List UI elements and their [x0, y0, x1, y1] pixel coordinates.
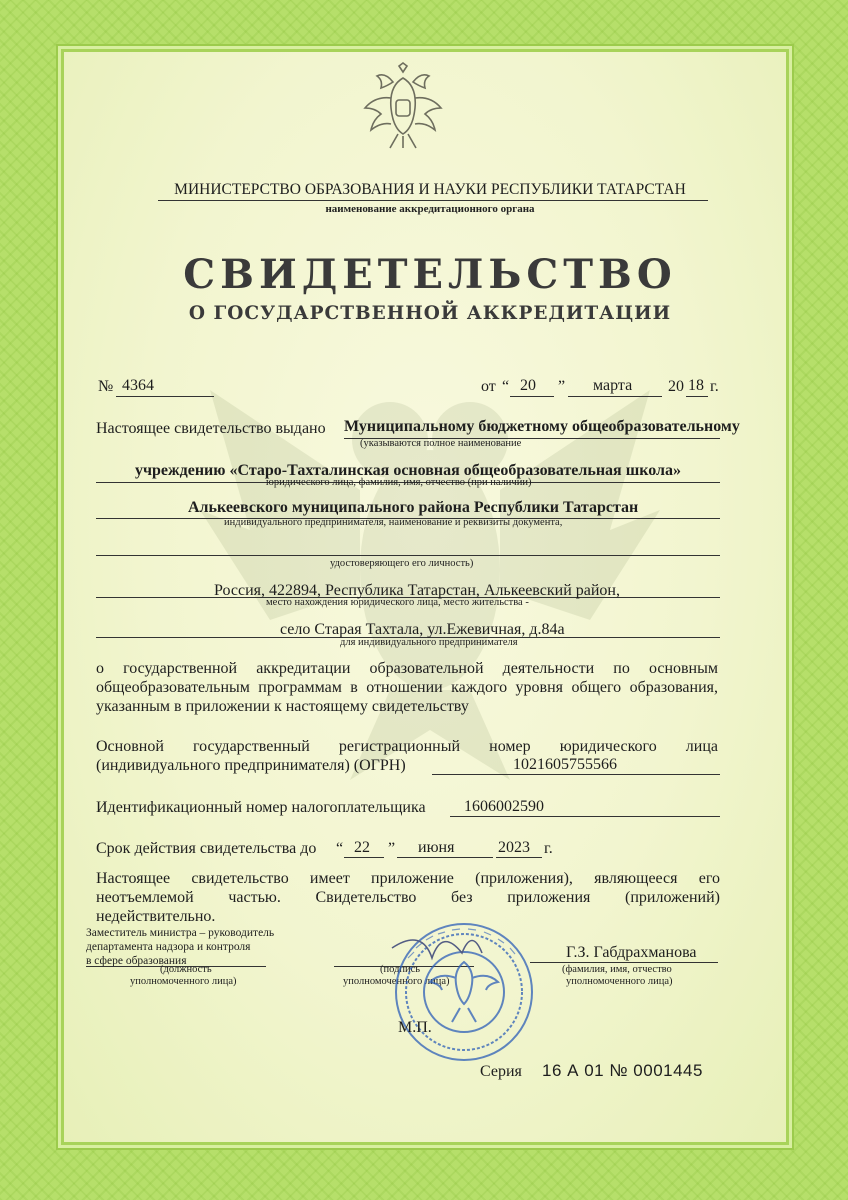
validity-label: Срок действия свидетельства до	[96, 840, 317, 857]
purpose-line-3: указанным в приложении к настоящему свидетельству	[96, 698, 469, 715]
double-headed-eagle-icon	[362, 62, 444, 152]
ogrn-label-line-1: Основной государственный регистрационный номер юридического лица	[96, 738, 718, 755]
address-line-2: село Старая Тахтала, ул.Ежевичная, д.84а	[280, 621, 565, 638]
date-close-quote: ”	[558, 378, 566, 395]
address-line-1: Россия, 422894, Республика Татарстан, Алькеевский район,	[214, 582, 620, 599]
recipient-caption-3: индивидуального предпринимателя, наименование и реквизиты документа,	[224, 517, 563, 528]
signatory-position-3: в сфере образования	[86, 955, 187, 967]
issuing-authority: МИНИСТЕРСТВО ОБРАЗОВАНИЯ И НАУКИ РЕСПУБЛИКИ ТАТАРСТАН	[174, 181, 686, 198]
date-prefix: от	[481, 378, 496, 395]
recipient-line-1: Муниципальному бюджетному общеобразовательному	[344, 418, 740, 435]
validity-year-unit: г.	[544, 840, 553, 857]
signatory-position-1: Заместитель министра – руководитель	[86, 927, 275, 939]
official-seal-stamp-icon	[372, 918, 548, 1066]
appendix-line-2: неотъемлемой частью. Свидетельство без приложения (приложений)	[96, 889, 720, 906]
issued-to-label: Настоящее свидетельство выдано	[96, 420, 326, 437]
signatory-position-2: департамента надзора и контроля	[86, 941, 251, 953]
position-caption-2: уполномоченного лица)	[130, 976, 237, 987]
date-year-unit: г.	[710, 378, 719, 395]
date-day: 20	[520, 377, 536, 394]
seal-place-label: М.П.	[398, 1019, 432, 1036]
signatory-name: Г.З. Габдрахманова	[566, 944, 697, 961]
certificate-subtitle: О ГОСУДАРСТВЕННОЙ АККРЕДИТАЦИИ	[188, 303, 672, 324]
ogrn-value: 1021605755566	[513, 756, 617, 773]
appendix-line-1: Настоящее свидетельство имеет приложение (приложения), являющееся его	[96, 870, 720, 887]
validity-day: 22	[354, 839, 370, 856]
position-caption-1: (должность	[160, 964, 212, 975]
name-caption-1: (фамилия, имя, отчество	[562, 964, 672, 975]
series-label: Серия	[480, 1063, 522, 1080]
ogrn-label-line-2: (индивидуального предпринимателя) (ОГРН)	[96, 757, 406, 774]
signature-caption-2: уполномоченного лица)	[343, 976, 450, 987]
certificate-number: 4364	[122, 377, 154, 394]
recipient-line-3: Алькеевского муниципального района Республики Татарстан	[188, 499, 639, 516]
date-month: марта	[593, 377, 633, 394]
recipient-caption-1: (указываются полное наименование	[360, 438, 522, 449]
certificate-title: СВИДЕТЕЛЬСТВО	[183, 251, 677, 298]
recipient-line-2: учреждению «Старо-Тахталинская основная общеобразовательная школа»	[135, 462, 681, 479]
address-caption-2: для индивидуального предпринимателя	[340, 637, 518, 648]
appendix-line-3: недействительно.	[96, 908, 216, 925]
validity-open-quote: “	[336, 840, 344, 857]
date-year-prefix: 20	[668, 378, 684, 395]
inn-label: Идентификационный номер налогоплательщика	[96, 799, 426, 816]
recipient-caption-2: юридического лица, фамилия, имя, отчество (при наличии)	[266, 477, 532, 488]
address-caption-1: место нахождения юридического лица, место жительства -	[266, 597, 529, 608]
validity-month: июня	[418, 839, 455, 856]
validity-close-quote: ”	[388, 840, 396, 857]
recipient-caption-4: удостоверяющего его личность)	[330, 558, 474, 569]
signature-caption-1: (подпись	[380, 964, 421, 975]
date-year-suffix: 18	[688, 377, 704, 394]
series-number: 16 А 01 № 0001445	[542, 1061, 703, 1080]
issuing-authority-caption: наименование аккредитационного органа	[325, 203, 535, 215]
purpose-line-1: о государственной аккредитации образовательной деятельности по основным	[96, 660, 718, 677]
purpose-line-2: общеобразовательным программам в отношении каждого уровня общего образования,	[96, 679, 718, 696]
number-label: №	[98, 378, 114, 395]
inn-value: 1606002590	[464, 798, 544, 815]
name-caption-2: уполномоченного лица)	[566, 976, 673, 987]
validity-year: 2023	[498, 839, 530, 856]
date-open-quote: “	[502, 378, 510, 395]
